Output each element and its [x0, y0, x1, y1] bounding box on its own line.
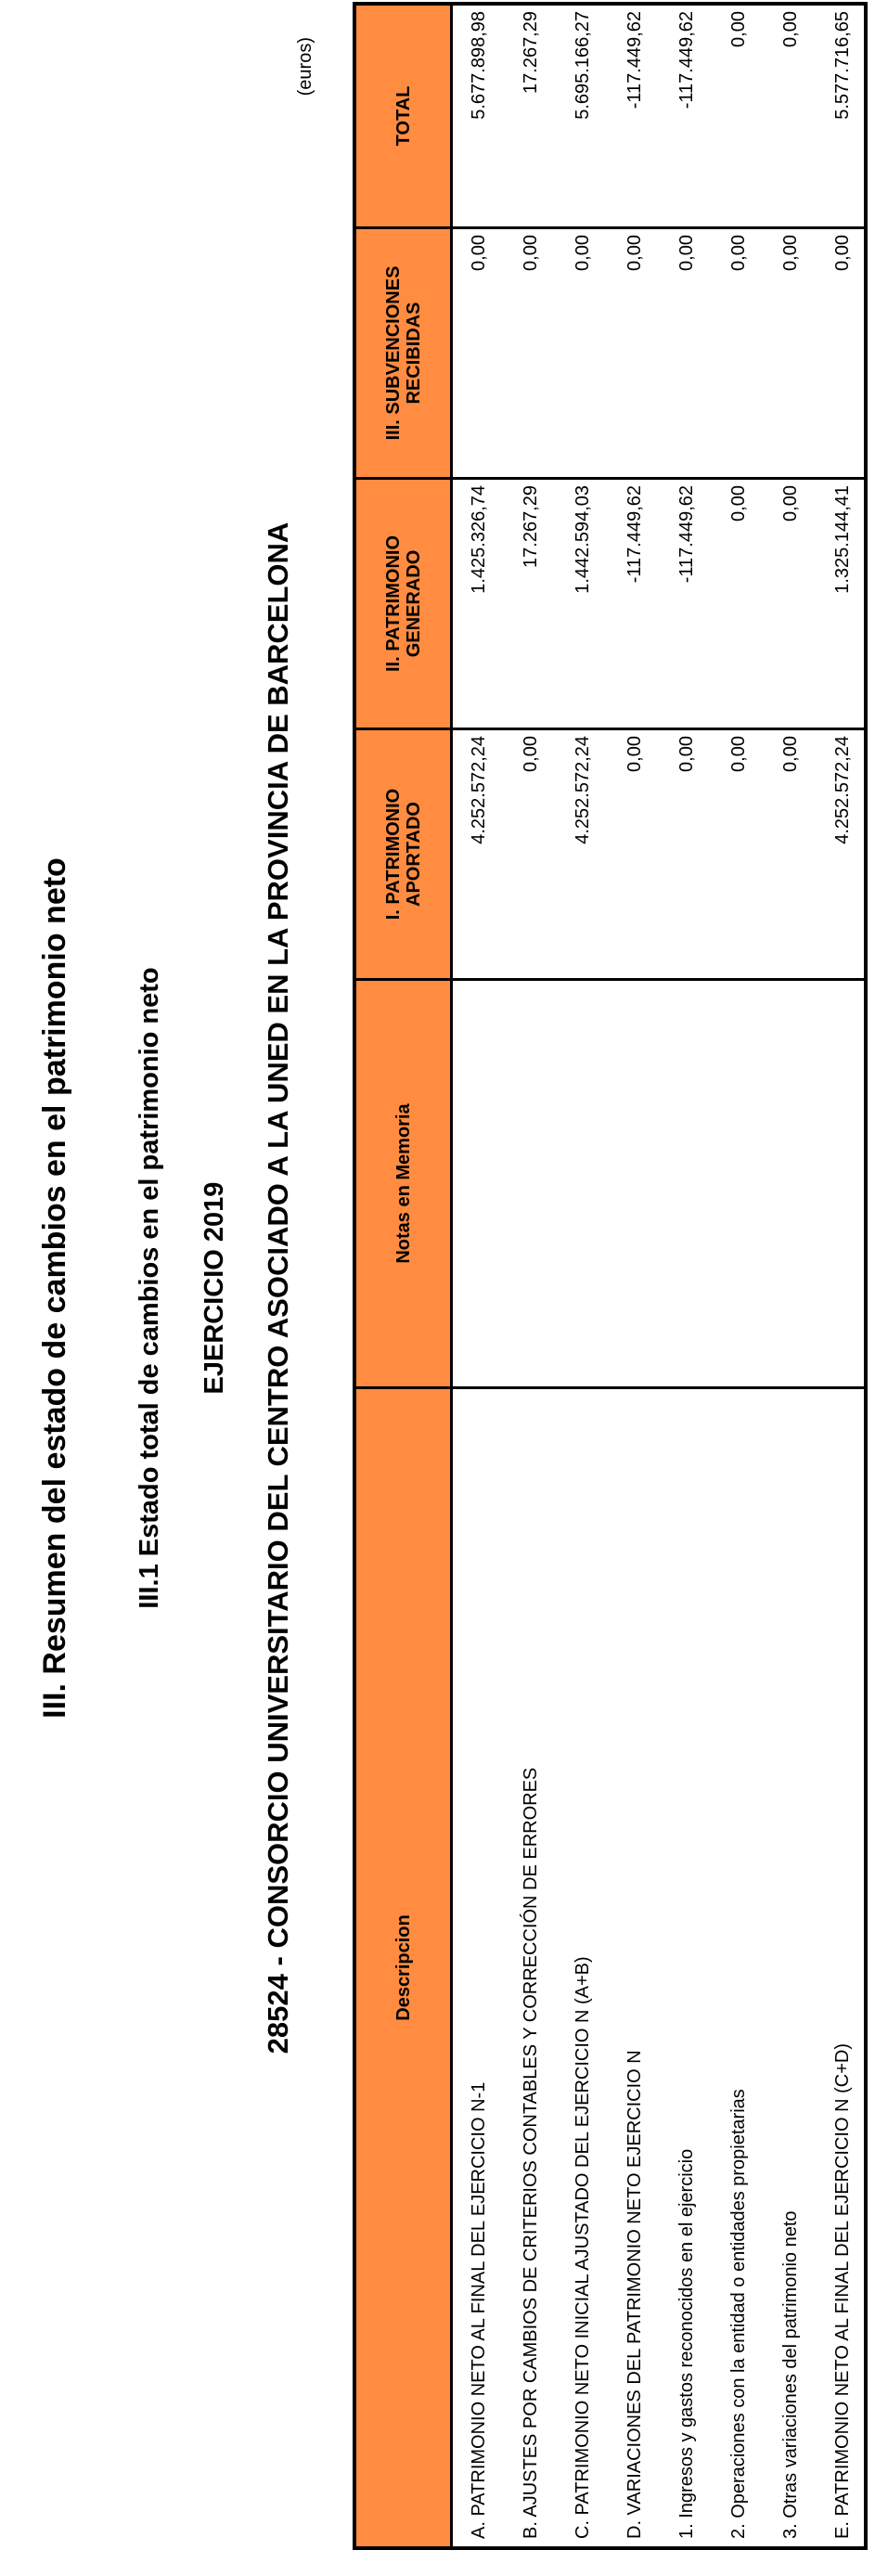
exercise-title: EJERCICIO 2019 [199, 1181, 229, 1395]
column-header-total: TOTAL [356, 6, 453, 226]
column-descripcion [356, 1386, 864, 2546]
table-cell-notas [609, 981, 661, 1386]
table-cell-subvenciones: 0,00 [624, 235, 645, 271]
table-cell-aportado: 0,00 [727, 736, 749, 772]
table-cell-descripcion: 2. Operaciones con la entidad o entidades propietarias [727, 2089, 749, 2539]
table-cell-aportado: 0,00 [624, 736, 645, 772]
table-cell-aportado: 4.252.572,24 [831, 736, 853, 844]
table-cell-total: 0,00 [727, 11, 749, 47]
table-cell-generado: 1.325.144,41 [831, 485, 853, 594]
table-cell-subvenciones: 0,00 [727, 235, 749, 271]
table-cell-generado: 17.267,29 [520, 485, 541, 568]
table-cell-subvenciones: 0,00 [520, 235, 541, 271]
table-cell-notas [713, 981, 765, 1386]
table-cell-total: 0,00 [779, 11, 801, 47]
table-cell-notas [557, 981, 609, 1386]
table-cell-total: 5.577.716,65 [831, 11, 853, 120]
table-cell-subvenciones: 0,00 [831, 235, 853, 271]
table-cell-aportado: 0,00 [676, 736, 697, 772]
table-cell-generado: -117.449,62 [624, 485, 645, 584]
table-cell-notas [661, 981, 713, 1386]
table-cell-descripcion: B. AJUSTES POR CAMBIOS DE CRITERIOS CONTABLES Y CORRECCIÓN DE ERRORES [520, 1767, 541, 2539]
column-patrimonio-generado [356, 477, 864, 728]
table-cell-subvenciones: 0,00 [779, 235, 801, 271]
column-header-notas: Notas en Memoria [356, 981, 453, 1386]
column-patrimonio-aportado [356, 728, 864, 978]
column-subvenciones-recibidas [356, 226, 864, 477]
column-total [356, 6, 864, 226]
column-header-generado: II. PATRIMONIO GENERADO [356, 480, 453, 728]
entity-title: 28524 - CONSORCIO UNIVERSITARIO DEL CENTRO ASOCIADO A LA UNED EN LA PROVINCIA DE BARCELONA [262, 522, 294, 2054]
table-cell-notas [817, 981, 869, 1386]
table-cell-aportado: 4.252.572,24 [572, 736, 593, 844]
table-cell-aportado: 0,00 [520, 736, 541, 772]
table-cell-descripcion: 3. Otras variaciones del patrimonio neto [779, 2210, 801, 2539]
table-cell-total: 17.267,29 [520, 11, 541, 94]
main-title: III. Resumen del estado de cambios en el patrimonio neto [37, 857, 72, 1719]
table-cell-generado: 0,00 [779, 485, 801, 522]
table-cell-notas [453, 981, 505, 1386]
table-cell-generado: 0,00 [727, 485, 749, 522]
column-header-aportado: I. PATRIMONIO APORTADO [356, 730, 453, 978]
table-cell-subvenciones: 0,00 [572, 235, 593, 271]
units-label: (euros) [295, 37, 315, 97]
table-cell-descripcion: A. PATRIMONIO NETO AL FINAL DEL EJERCICIO N-1 [468, 2081, 489, 2539]
table-cell-total: 5.695.166,27 [572, 11, 593, 120]
table-cell-descripcion: C. PATRIMONIO NETO INICIAL AJUSTADO DEL EJERCICIO N (A+B) [572, 1956, 593, 2539]
table-cell-notas [505, 981, 557, 1386]
column-header-subvenciones: III. SUBVENCIONES RECIBIDAS [356, 229, 453, 477]
table-cell-aportado: 0,00 [779, 736, 801, 772]
sub-title: III.1 Estado total de cambios en el patrimonio neto [135, 967, 164, 1609]
column-header-descripcion: Descripcion [356, 1389, 453, 2546]
table-cell-total: -117.449,62 [676, 11, 697, 109]
table-cell-generado: 1.425.326,74 [468, 485, 489, 594]
table-cell-subvenciones: 0,00 [468, 235, 489, 271]
table-cell-generado: 1.442.594,03 [572, 485, 593, 594]
table-cell-notas [765, 981, 817, 1386]
table-cell-aportado: 4.252.572,24 [468, 736, 489, 844]
table-cell-descripcion: D. VARIACIONES DEL PATRIMONIO NETO EJERCICIO N [624, 2050, 645, 2539]
table-cell-descripcion: 1. Ingresos y gastos reconocidos en el ejercicio [676, 2148, 697, 2539]
table-cell-total: -117.449,62 [624, 11, 645, 109]
table-cell-subvenciones: 0,00 [676, 235, 697, 271]
table-cell-generado: -117.449,62 [676, 485, 697, 584]
table-cell-descripcion: E. PATRIMONIO NETO AL FINAL DEL EJERCICIO N (C+D) [831, 2043, 853, 2539]
column-notas [356, 978, 864, 1386]
table-cell-total: 5.677.898,98 [468, 11, 489, 120]
equity-changes-table [353, 2, 868, 2550]
